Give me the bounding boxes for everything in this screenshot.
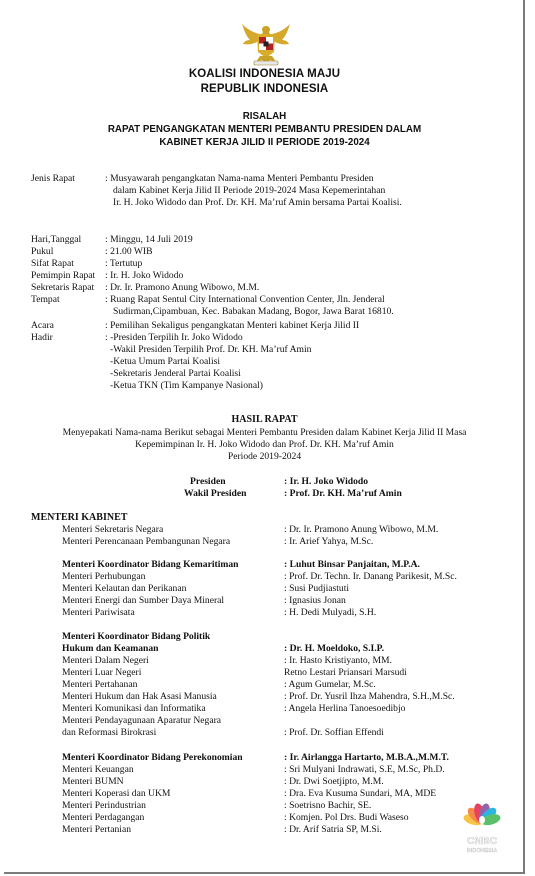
detail-label: Sifat Rapat <box>31 258 74 269</box>
minister-name: : Prof. Dr. Techn. Ir. Danang Parikesit, M.Sc. <box>284 571 457 582</box>
minister-role: Menteri Luar Negeri <box>62 667 142 678</box>
jenis-rapat-line: dalam Kabinet Kerja Jilid II Periode 2019-2024 Masa Kepemerintahan <box>113 185 386 196</box>
doc-type: RISALAH <box>242 111 287 122</box>
minister-role: Menteri BUMN <box>62 776 124 787</box>
detail-value: : Minggu, 14 Juli 2019 <box>105 234 193 245</box>
leader-role: Wakil Presiden <box>184 488 247 499</box>
minister-role: Menteri Pariwisata <box>62 607 135 618</box>
minister-name: : Angela Herlina Tanoesoedibjo <box>284 703 406 714</box>
hasil-rapat-heading: HASIL RAPAT <box>231 414 298 425</box>
leader-name: : Ir. H. Joko Widodo <box>284 476 369 487</box>
minister-name: : Dr. Dwi Soetjipto, M.M. <box>284 776 384 787</box>
minister-role: Menteri Sekretaris Negara <box>62 524 164 535</box>
minister-name: : Susi Pudjiastuti <box>284 583 350 594</box>
detail-value: Sudirman,Cipambuan, Kec. Babakan Madang, Bogor, Jawa Barat 16810. <box>113 306 394 317</box>
minister-role: Menteri Perencanaan Pembangunan Negara <box>62 536 231 547</box>
minister-role: Menteri Dalam Negeri <box>62 655 149 666</box>
minister-role: Menteri Perhubungan <box>62 571 146 582</box>
org-name-line1: KOALISI INDONESIA MAJU <box>188 68 341 80</box>
minister-name: : Dr. H. Moeldoko, S.I.P. <box>284 643 385 654</box>
minister-name: : H. Dedi Mulyadi, S.H. <box>284 607 377 618</box>
minister-role: Menteri Kelautan dan Perikanan <box>62 583 187 594</box>
minister-name: : Ir. Hasto Kristiyanto, MM. <box>284 655 392 666</box>
hasil-rapat-line: Periode 2019-2024 <box>227 451 302 462</box>
jenis-rapat-line: : Musyawarah pengangkatan Nama-nama Menteri Pembantu Presiden <box>105 173 374 184</box>
cabinet-heading: MENTERI KABINET <box>31 512 128 523</box>
leader-role: Presiden <box>190 476 226 487</box>
minister-role: Menteri Koperasi dan UKM <box>62 788 171 799</box>
minister-name: : Prof. Dr. Soffian Effendi <box>284 727 384 738</box>
minister-name: : Komjen. Pol Drs. Budi Waseso <box>284 812 409 823</box>
org-name-line2: REPUBLIK INDONESIA <box>200 83 329 95</box>
minister-name: : Dr. Arif Satria SP, M.Si. <box>284 824 382 835</box>
detail-value: : Ir. H. Joko Widodo <box>105 270 184 281</box>
detail-value: : Pemilihan Sekaligus pengangkatan Menteri kabinet Kerja Jilid II <box>105 320 360 331</box>
minister-role: Menteri Hukum dan Hak Asasi Manusia <box>62 691 217 702</box>
jenis-rapat-line: Ir. H. Joko Widodo dan Prof. Dr. KH. Ma’ruf Amin bersama Partai Koalisi. <box>113 197 402 208</box>
minister-role: Menteri Keuangan <box>62 764 134 775</box>
detail-value: -Ketua TKN (Tim Kampanye Nasional) <box>110 380 263 391</box>
detail-value: : Dr. Ir. Pramono Anung Wibowo, M.M. <box>105 282 260 293</box>
watermark-subtext: INDONESIA <box>466 848 498 854</box>
doc-title-line2: KABINET KERJA JILID II PERIODE 2019-2024 <box>159 137 370 148</box>
minister-role: Menteri Pendayagunaan Aparatur Negara <box>62 715 222 726</box>
garuda-emblem-icon <box>240 22 292 68</box>
minister-role: Hukum dan Keamanan <box>62 643 159 654</box>
minister-name: : Agum Gumelar, M.Sc. <box>284 679 376 690</box>
detail-value: : -Presiden Terpilih Ir. Joko Widodo <box>105 332 243 343</box>
minister-name: : Prof. Dr. Yusril Ihza Mahendra, S.H.,M.Sc. <box>284 691 455 702</box>
minister-role: Menteri Perdagangan <box>62 812 145 823</box>
minister-name: : Ignasius Jonan <box>284 595 346 606</box>
detail-label: Tempat <box>31 294 60 305</box>
minister-role: Menteri Pertanian <box>62 824 131 835</box>
minister-name: : Dra. Eva Kusuma Sundari, MA, MDE <box>284 788 437 799</box>
detail-value: : Ruang Rapat Sentul City International Convention Center, Jln. Jenderal <box>105 294 385 305</box>
minister-name: : Ir. Arief Yahya, M.Sc. <box>284 536 374 547</box>
detail-label: Sekretaris Rapat <box>31 282 95 293</box>
detail-label: Acara <box>31 320 54 331</box>
minister-name: : Soetrisno Bachir, SE. <box>284 800 372 811</box>
doc-title-line1: RAPAT PENGANGKATAN MENTERI PEMBANTU PRESIDEN DALAM <box>107 124 422 135</box>
minister-role: Menteri Koordinator Bidang Politik <box>62 631 211 642</box>
document-page <box>4 0 525 874</box>
detail-value: -Wakil Presiden Terpilih Prof. Dr. KH. Ma’ruf Amin <box>110 344 312 355</box>
watermark-text: CNBC <box>466 835 498 847</box>
jenis-rapat-label: Jenis Rapat <box>31 173 75 184</box>
leader-name: : Prof. Dr. KH. Ma’ruf Amin <box>284 488 402 499</box>
hasil-rapat-line: Kepemimpinan Ir. H. Joko Widodo dan Prof. Dr. KH. Ma’ruf Amin <box>135 439 394 450</box>
hasil-rapat-line: Menyepakati Nama-nama Berikut sebagai Menteri Pembantu Presiden dalam Kabinet Kerja Jilid II Masa <box>62 427 467 438</box>
minister-role: Menteri Pertahanan <box>62 679 138 690</box>
minister-role: Menteri Koordinator Bidang Kemaritiman <box>62 559 239 570</box>
detail-label: Pemimpin Rapat <box>31 270 96 281</box>
minister-role: Menteri Koordinator Bidang Perekonomian <box>62 752 243 763</box>
minister-name: : Dr. Ir. Pramono Anung Wibowo, M.M. <box>284 524 439 535</box>
minister-name: : Ir. Airlangga Hartarto, M.B.A.,M.M.T. <box>284 752 449 763</box>
cnbc-watermark-icon <box>456 800 508 856</box>
detail-value: -Sekretaris Jenderal Partai Koalisi <box>110 368 241 379</box>
detail-label: Hadir <box>31 332 53 343</box>
minister-role: dan Reformasi Birokrasi <box>62 727 157 738</box>
detail-value: -Ketua Umum Partai Koalisi <box>110 356 221 367</box>
detail-label: Pukul <box>31 246 54 257</box>
detail-value: : 21.00 WIB <box>105 246 153 257</box>
minister-name: : Sri Mulyani Indrawati, S.E, M.Sc, Ph.D. <box>284 764 445 775</box>
minister-name: Retno Lestari Priansari Marsudi <box>284 667 407 678</box>
detail-label: Hari,Tanggal <box>31 234 82 245</box>
detail-value: : Tertutup <box>105 258 143 269</box>
minister-name: : Luhut Binsar Panjaitan, M.P.A. <box>284 559 420 570</box>
minister-role: Menteri Perindustrian <box>62 800 146 811</box>
minister-role: Menteri Komunikasi dan Informatika <box>62 703 206 714</box>
minister-role: Menteri Energi dan Sumber Daya Mineral <box>62 595 225 606</box>
